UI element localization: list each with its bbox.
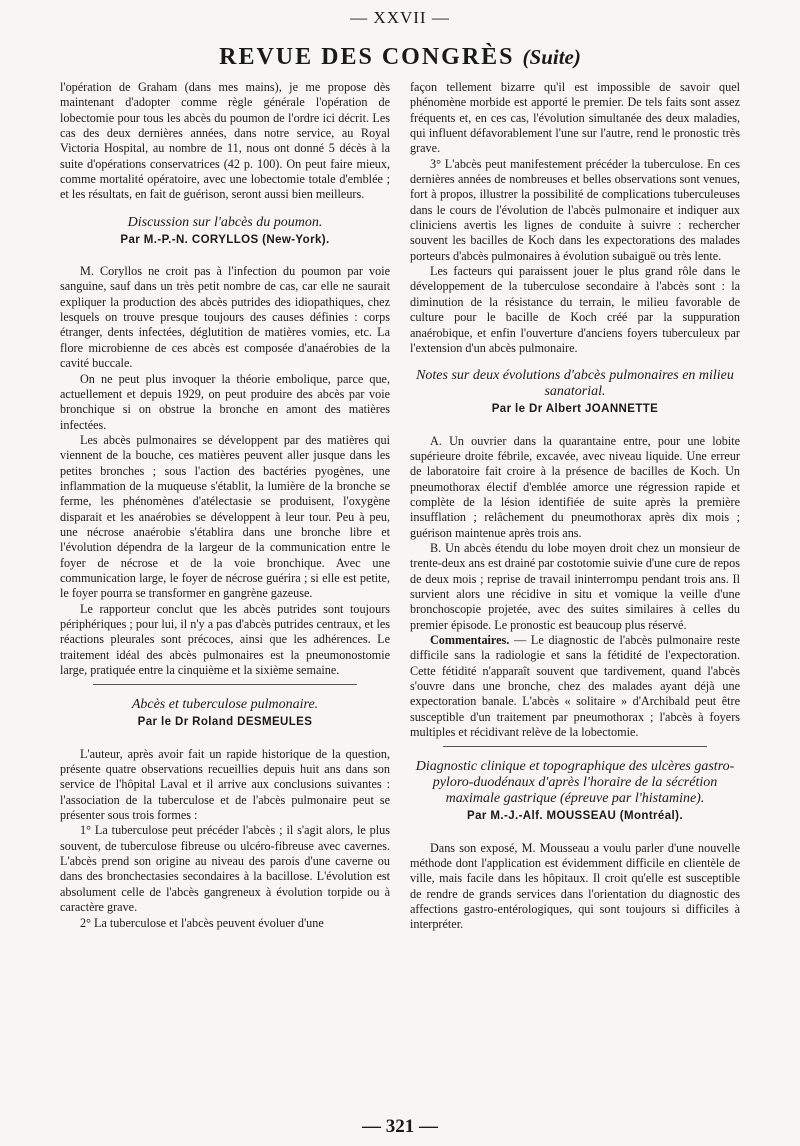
page-number: — 321 — <box>362 1116 438 1137</box>
paragraph: Les facteurs qui paraissent jouer le plus grand rôle dans le développement de la tuberculose secondaire à l'abcès sont : la diminution de la résistance du terrain, le milieu favorable de culture pour le bacille de Koch créé par la suppuration anaérobique, et enfin l'ouverture d'anciens foyers tuberculeux par l'extension d'un abcès pulmonaire. <box>410 264 740 355</box>
paragraph: M. Coryllos ne croit pas à l'infection du poumon par voie sanguine, sauf dans un très petit nombre de cas, car elle ne saurait expliquer la production des abcès putrides des idiopathiques, chez lesquels on trouve presque toujours des causes définies : corps étranger, dents infectées, déglutition de matières vomies, etc. La flore microbienne de ces abcès est composée d'anaérobies de la cavité buccale. <box>60 264 390 371</box>
section-author-mousseau: Par M.-J.-Alf. MOUSSEAU (Montréal). <box>467 810 683 823</box>
paragraph: Les abcès pulmonaires se développent par des matières qui viennent de la bouche, ces matières peuvent aller jusque dans les petites bronches ; sous l'action des bactéries pyogènes, une inflammation de la muqueuse s'établit, la lumière de la bronche se ferme, les phénomènes d'atélectasie se produisent, l'oxygène disparait et les anaérobies se développent à leur tour. Peu à peu, une nécrose anaérobie s'établira dans une bronche libre et l'évolution dépendra de la largeur de la communication entre le foyer de nécrose et de la voie bronchique. Avec une communication large, le foyer de nécrose guérira ; si elle est petite, le foyer pourra se transformer en gangrène gazeuse. <box>60 432 390 601</box>
paragraph: Le rapporteur conclut que les abcès putrides sont toujours périphériques ; pour lui, il n'y a pas d'abcès putrides centraux, et les réactions pleurales sont précoces, ainsi que les adhérences. Le traitement idéal des abcès pulmonaires est la pneumonostomie large, pratiquée entre la cinquième et la sixième semaine. <box>60 601 390 678</box>
paragraph: Dans son exposé, M. Mousseau a voulu parler d'une nouvelle méthode dont l'application est évidemment difficile en clientèle de ville, mais facile dans les hôpitaux. Il croit qu'elle est susceptible de rendre de grands services dans l'orientation du diagnostic des affections gastro-entérologiques, qui sont toujours si difficiles à interpréter. <box>410 840 740 932</box>
right-column <box>410 80 740 933</box>
paragraph: 2° La tuberculose et l'abcès peuvent évoluer d'une <box>80 915 324 930</box>
left-intro-paragraph: l'opération de Graham (dans mes mains), je me propose dès maintenant d'adopter comme règle générale l'opération de lobectomie pour tous les abcès du poumon de l'ordre ici décrit. Les cas des deux dernières années, dans notre service, au Royal Victoria Hospital, au nombre de 11, nous ont donné 5 décès à la suite d'opérations conservatrices (42 p. 100). On peut faire mieux, comme mortalité opératoire, avec une lobectomie totale d'emblée ; et les résultats, en fait de guérison, seront aussi bien meilleurs. <box>60 80 390 202</box>
paragraph: On ne peut plus invoquer la théorie embolique, parce que, actuellement et depuis 1929, on peut produire des abcès par voie bronchique si on obstrue la bronche en amont des matières infectées. <box>60 371 390 432</box>
paragraph: 3° L'abcès peut manifestement précéder la tuberculose. En ces dernières années de nombreuses et belles observations sont venues, fort à propos, illustrer la possibilité de complications tuberculeuses dans le cours de l'évolution de l'abcès pulmonaire et indiquer aux cliniciens avertis les lignes de conduite à suivre : rechercher souvent les bacilles de Koch dans les expectorations des malades porteurs d'abcès pulmonaires à évolution subaiguë ou très lente. <box>410 156 740 263</box>
section-divider <box>93 684 357 685</box>
section-author-joannette: Par le Dr Albert JOANNETTE <box>491 403 659 416</box>
section-title-coryllos: Discussion sur l'abcès du poumon. <box>127 214 323 230</box>
header-suite: (Suite) <box>522 45 581 69</box>
page-roman-numeral: — XXVII — <box>350 8 450 27</box>
comment-label: Commentaires. <box>430 633 510 647</box>
left-column <box>60 80 390 931</box>
comment-text: — Le diagnostic de l'abcès pulmonaire reste difficile sans la radiologie et sans la fétidité de l'expectoration. Cette fétidité n'apparaît souvent que tardivement, quand l'abcès s'ouvre dans une bronche, chez des malades ayant déjà une expectoration banale. L'abcès « solitaire » d'Archibald peut être susceptible d'un traitement par pneumothorax ; l'abcès à foyers multiples et récidivant relève de la lobectomie. <box>410 633 740 740</box>
paragraph: B. Un abcès étendu du lobe moyen droit chez un monsieur de trente-deux ans est drainé par costotomie suivie d'une cure de repos de deux mois ; reprise de travail ininterrompu pendant trois ans. Il survient alors une récidive in situ et vomique la veille d'une bronchoscopie projetée, avec des suites similaires à celles du premier épisode. Le pronostic est beaucoup plus réservé. <box>410 540 740 632</box>
header-title-text: REVUE DES CONGRÈS <box>219 44 515 70</box>
section-author-desmeules: Par le Dr Roland DESMEULES <box>137 716 313 729</box>
paragraph: A. Un ouvrier dans la quarantaine entre, pour une lobite supérieure droite fébrile, excavée, avec niveau liquide. Une erreur de laboratoire fait croire à la présence de bacilles de Koch. Un pneumothorax électif d'emblée amorce une régression rapide et complète de la lésion identifiée de suite après la première insufflation ; relâchement du pneumothorax après dix mois ; guérison maintenue après trois ans. <box>410 433 740 540</box>
paragraph: 1° La tuberculose peut précéder l'abcès ; il s'agit alors, le plus souvent, de tuberculose fibreuse ou ulcéro-fibreuse avec cavernes. L'abcès prend son origine au niveau des parois d'une caverne ou dans des bronchectasies secondaires à la bacillose. L'évolution est absolument celle de l'abcès gangreneux à évolution torpide ou à caractère grave. <box>60 823 390 915</box>
section-title-mousseau: Diagnostic clinique et topographique des ulcères gastro-pyloro-duodénaux d'après l'horaire de la sécrétion maximale gastrique (épreuve par l'histamine). <box>415 759 735 807</box>
section-title-joannette: Notes sur deux évolutions d'abcès pulmonaires en milieu sanatorial. <box>416 368 734 400</box>
section-author-coryllos: Par M.-P.-N. CORYLLOS (New-York). <box>120 233 330 246</box>
section-title-desmeules: Abcès et tuberculose pulmonaire. <box>131 697 319 713</box>
paragraph: façon tellement bizarre qu'il est impossible de savoir quel phénomène morbide est apporté le premier. De tels faits sont assez fréquents et, en ces cas, l'évolution simultanée des deux maladies, qui influent défavorablement l'une sur l'autre, rend le pronostic très grave. <box>410 80 740 156</box>
paragraph: L'auteur, après avoir fait un rapide historique de la question, présente quatre observations recueillies depuis huit ans dans son service de l'hôpital Laval et il arrive aux conclusions suivantes : l'association de la tuberculose et de l'abcès pulmonaire peut se présenter sous trois formes : <box>60 746 390 823</box>
comment-paragraph <box>410 633 740 740</box>
section-divider <box>443 746 707 747</box>
page-header-title <box>0 44 800 71</box>
